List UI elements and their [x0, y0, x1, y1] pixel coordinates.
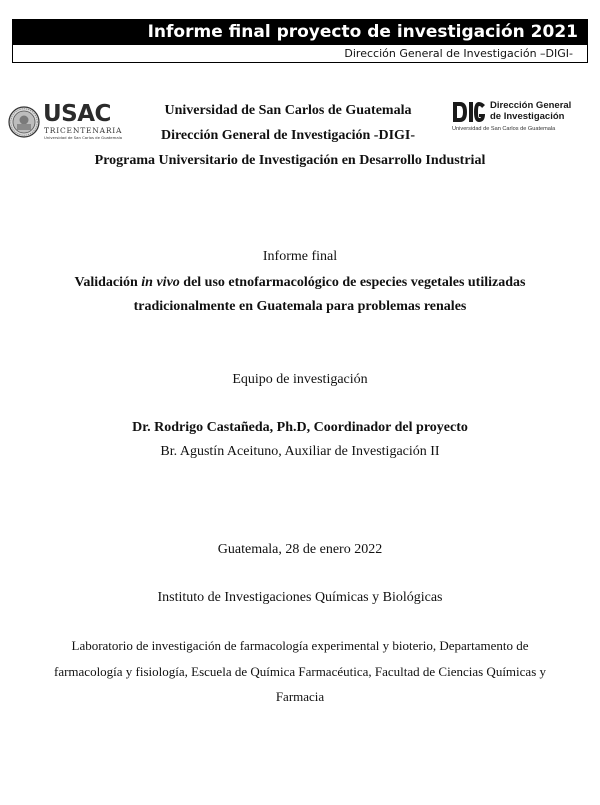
- usac-university-name: Universidad de San Carlos de Guatemala: [44, 135, 123, 140]
- header-title: Informe final proyecto de investigación 2021: [12, 19, 588, 45]
- program-name: Programa Universitario de Investigación en Desarrollo Industrial: [94, 153, 486, 168]
- direction-name: Dirección General de Investigación -DIGI-: [160, 128, 416, 143]
- digi-name-line2: de Investigación: [490, 111, 565, 122]
- report-title-italic: in vivo: [141, 275, 180, 290]
- report-type: Informe final: [262, 249, 338, 264]
- team-assistant: Br. Agustín Aceituno, Auxiliar de Investigación II: [160, 444, 440, 459]
- report-title-line1: [0, 275, 600, 291]
- team-coordinator: Dr. Rodrigo Castañeda, Ph.D, Coordinador del proyecto: [132, 420, 468, 435]
- institute-name: Instituto de Investigaciones Químicas y Biológicas: [157, 590, 443, 605]
- lab-line2: farmacología y fisiología, Escuela de Química Farmacéutica, Facultad de Ciencias Químicas y: [53, 664, 547, 679]
- report-title-line2: tradicionalmente en Guatemala para problemas renales: [133, 299, 467, 314]
- usac-wordmark: USAC: [43, 101, 111, 127]
- team-heading: Equipo de investigación: [232, 372, 368, 387]
- lab-line3: Farmacia: [275, 689, 325, 704]
- digi-university-name: Universidad de San Carlos de Guatemala: [452, 126, 556, 132]
- usac-tricentenaria: TRICENTENARIA: [44, 126, 123, 135]
- place-date: Guatemala, 28 de enero 2022: [217, 542, 383, 557]
- digi-name-line1: Dirección General: [490, 100, 572, 111]
- header-subtitle: Dirección General de Investigación –DIGI-: [12, 45, 588, 63]
- university-name: Universidad de San Carlos de Guatemala: [164, 103, 412, 118]
- report-title-prefix: Validación: [74, 275, 142, 290]
- lab-line1: Laboratorio de investigación de farmacología experimental y bioterio, Departamento de: [71, 638, 529, 653]
- report-title-rest: del uso etnofarmacológico de especies vegetales utilizadas: [179, 275, 526, 290]
